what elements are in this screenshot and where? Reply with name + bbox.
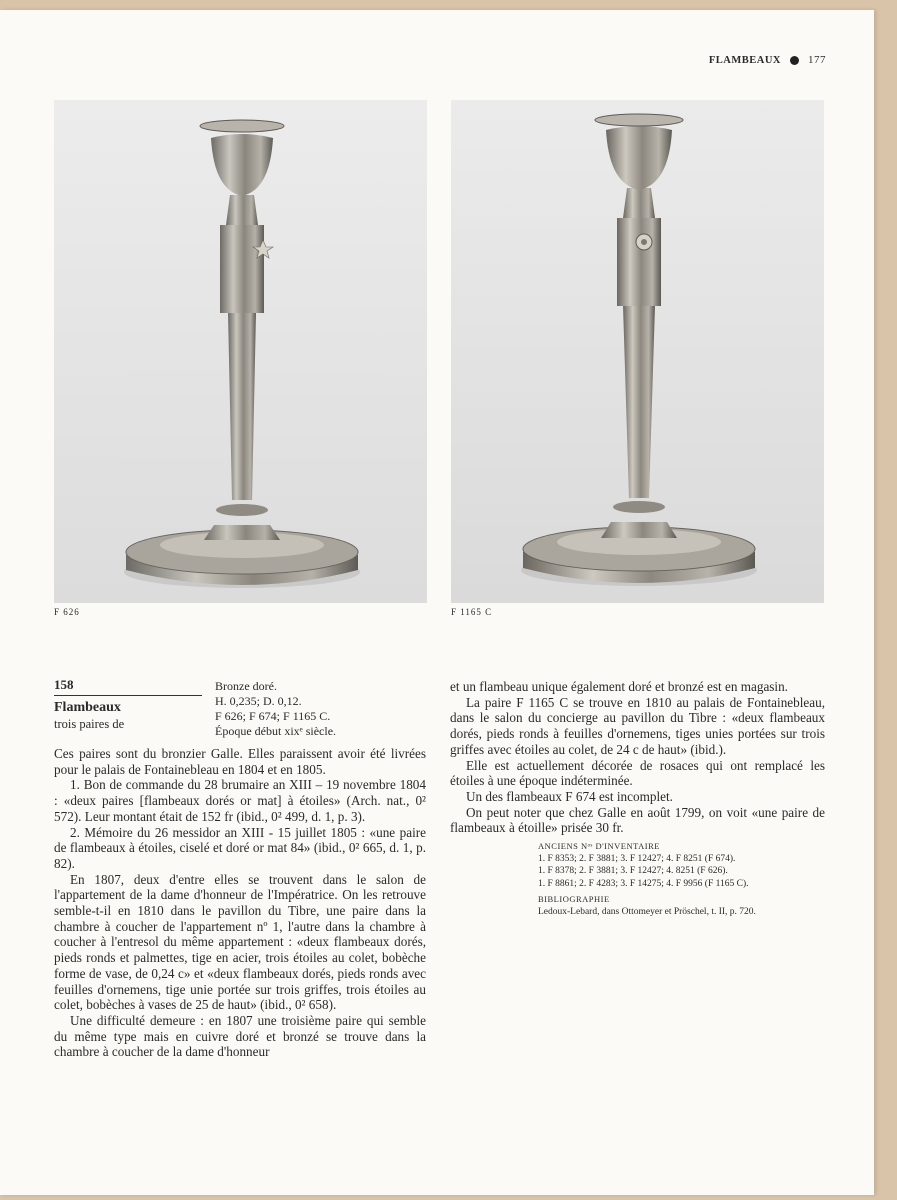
entry-rule [54,695,202,696]
running-header [709,54,826,66]
bibliography-heading: BIBLIOGRAPHIE [538,894,610,905]
photo-caption-left: F 626 [54,607,80,617]
references-block [538,840,825,919]
paragraph: et un flambeau unique également doré et bronzé est en magasin. [450,679,788,694]
paragraph: On peut noter que chez Galle en août 1799, on voit «une paire de flambeaux à étoille» prisée 30 fr. [450,804,825,836]
photo-candlestick-right [451,100,824,603]
spec-period: Époque début xixᵉ siècle. [215,724,337,738]
page-number: 177 [808,54,826,66]
spec-material: Bronze doré. [215,679,277,693]
paragraph: Elle est actuellement décorée de rosaces qui ont remplacé les étoiles à une époque indéterminée. [450,757,825,789]
spec-dimensions: H. 0,235; D. 0,12. [215,694,302,708]
paragraph: Ces paires sont du bronzier Galle. Elles paraissent avoir été livrées pour le palais de Fontainebleau en 1804 et en 1805. [54,746,426,777]
bullet-dot-icon [790,56,799,65]
spec-inventory: F 626; F 674; F 1165 C. [215,709,331,723]
paragraph: 2. Mémoire du 26 messidor an XIII - 15 juillet 1805 : «une paire de flambeaux à étoiles, ciselé et doré or mat 84» (ibid., 0² 665, d. 1, p. 82). [54,824,426,871]
entry-title: Flambeaux [54,700,121,715]
photo-caption-right: F 1165 C [451,607,493,617]
entry-specs [215,679,336,739]
text-column-left [54,746,426,1060]
paragraph: En 1807, deux d'entre elles se trouvent dans le salon de l'appartement de la dame d'honneur de l'Impératrice. On les retrouve semble-t-il en 1810 dans le pavillon du Tibre, une paire dans la chambre à coucher de l'appartement nº 1, l'autre dans la chambre à coucher à l'entresol du même appartement : «deux flambeaux dorés, pieds ronds et palmettes, tige en acier, trois étoiles au colet, bobèche forme de vase, de 0,24 c» et «deux flambeaux dorés, pieds ronds avec feuilles d'ornemens, tige unie portée sur trois griffes, trois étoiles au colet, bobèches à vases de 25 de haut» (ibid., 0² 658). [54,871,426,1013]
entry-number: 158 [54,677,74,692]
paragraph: Une difficulté demeure : en 1807 une troisième paire qui semble du même type mais en cuivre doré et bronzé se trouve dans la chambre à coucher de la dame d'honneur [54,1012,426,1060]
candlestick-star-image [54,100,427,603]
paragraph: 1. Bon de commande du 28 brumaire an XIII – 19 novembre 1804 : «deux paires [flambeaux dorés or mat] à étoiles» (Arch. nat., 0² 572). Leur montant était de 152 fr (ibid., 0² 499, d. 1, p. 3). [54,777,426,824]
entry-subtitle: trois paires de [54,717,125,731]
photo-candlestick-left [54,100,427,603]
candlestick-rosette-image [451,100,824,603]
text-column-right [450,679,825,919]
paragraph: Un des flambeaux F 674 est incomplet. [466,788,673,804]
paragraph: La paire F 1165 C se trouve en 1810 au palais de Fontainebleau, dans le salon du concierge au pavillon du Tibre : «deux flambeaux dorés, pieds ronds à feuilles d'ornemens, tiges unies portées sur trois griffes avec étoiles au colet, de 24 c de haut» (ibid.). [450,694,825,757]
catalogue-page [0,10,874,1195]
inventory-line: 1. F 8353; 2. F 3881; 3. F 12427; 4. F 8251 (F 674). [538,853,736,864]
inventory-line: 1. F 8861; 2. F 4283; 3. F 14275; 4. F 9956 (F 1165 C). [538,878,749,889]
inventory-line: 1. F 8378; 2. F 3881; 3. F 12427; 4. 8251 (F 626). [538,866,728,877]
section-title: FLAMBEAUX [708,54,781,66]
inventory-heading: ANCIENS Nᵒˢ D'INVENTAIRE [538,841,660,852]
bibliography-line: Ledoux-Lebard, dans Ottomeyer et Pröschel, t. II, p. 720. [538,907,756,917]
